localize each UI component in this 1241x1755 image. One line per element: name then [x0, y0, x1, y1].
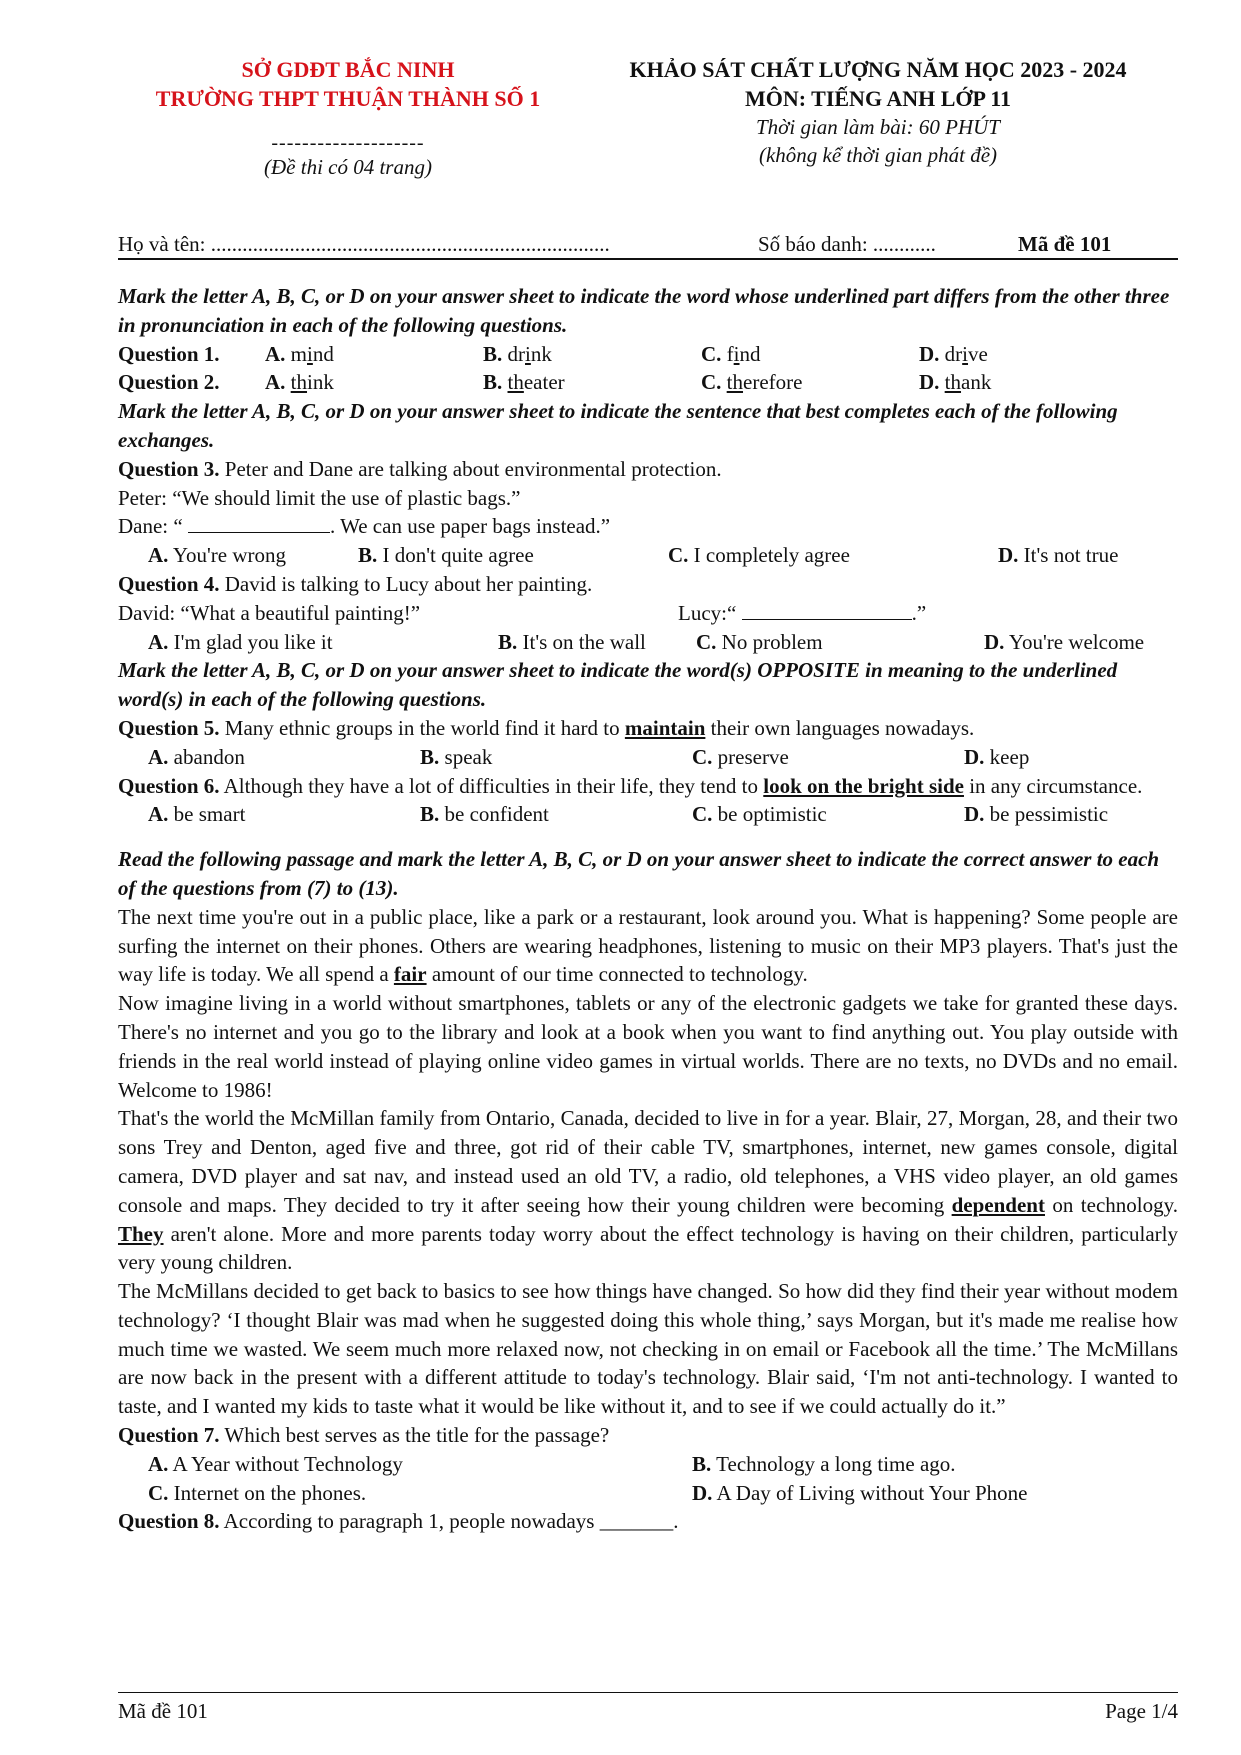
question-label: Question 1. [118, 341, 220, 366]
options-row [118, 800, 1178, 829]
option-c: C. therefore [701, 370, 803, 395]
question-1 [118, 340, 1178, 369]
option-b: B. Technology a long time ago. [692, 1451, 956, 1476]
underlined-word: fair [393, 962, 427, 987]
option-a: A. You're wrong [148, 543, 286, 568]
question-7: Question 7. Which best serves as the title for the passage? A. A Year without Technology B. Technology a long time ago. C. Internet on the phones. D. A Day of Living without Your Phone [118, 1421, 1178, 1507]
exam-header [118, 55, 1178, 215]
options-row [118, 541, 1178, 570]
option-b: B. drink [483, 341, 552, 366]
option-d: D. be pessimistic [964, 802, 1109, 827]
option-d: D. A Day of Living without Your Phone [692, 1480, 1028, 1505]
option-b: B. I don't quite agree [358, 543, 534, 568]
options-row [118, 628, 1178, 657]
option-a: A. think [265, 370, 334, 395]
option-d: D. You're welcome [984, 629, 1145, 654]
pages-note: (Đề thi có 04 trang) [264, 155, 432, 179]
question-label: Question 4. [118, 571, 220, 596]
option-b: B. be confident [420, 802, 549, 827]
option-a: A. I'm glad you like it [148, 629, 333, 654]
question-stem: Peter and Dane are talking about environmental protection. [219, 456, 722, 481]
option-a: A. abandon [148, 744, 245, 769]
options-row [118, 743, 1178, 772]
question-label: Question 5. [118, 715, 220, 740]
instruction-pronunciation: Mark the letter A, B, C, or D on your answer sheet to indicate the word whose underlined part differs from the other three in pronunciation in each of the following questions. [118, 284, 1170, 337]
exam-title-block [578, 55, 1178, 169]
option-a: A. mind [265, 341, 334, 366]
question-label: Question 6. [118, 773, 220, 798]
department-name: SỞ GDĐT BẮC NINH [241, 57, 455, 82]
options-row [118, 1479, 1178, 1508]
answer-blank [188, 514, 330, 533]
subject: MÔN: TIẾNG ANH LỚP 11 [744, 86, 1012, 111]
option-c: C. Internet on the phones. [148, 1480, 367, 1505]
dialogue-line: David: “What a beautiful painting!” Lucy:“ .” [118, 600, 927, 625]
name-field: Họ và tên: ............................................................................ [118, 232, 610, 256]
exam-content [118, 282, 1178, 1536]
page-number: Page 1/4 [1105, 1699, 1178, 1723]
question-label: Question 7. [118, 1423, 220, 1448]
exam-code: Mã đề 101 [1018, 232, 1112, 256]
option-b: B. speak [420, 744, 493, 769]
school-name: TRƯỜNG THPT THUẬN THÀNH SỐ 1 [155, 86, 541, 111]
underlined-word: They [118, 1221, 164, 1246]
option-c: C. be optimistic [692, 802, 827, 827]
page-footer [118, 1692, 1178, 1723]
underlined-word: maintain [624, 715, 706, 740]
passage-paragraph-2: Now imagine living in a world without smartphones, tablets or any of the electronic gadgets we take for granted these days. There's no internet and you go to the library and look at a book when you want to find anything out. You play outside with friends in the real world instead of playing online video games in virtual worlds. There are no texts, no DVDs and no email. Welcome to 1986! [118, 991, 1178, 1102]
option-a: A. be smart [148, 802, 246, 827]
time-note: (không kể thời gian phát đề) [758, 143, 998, 167]
underlined-word: dependent [951, 1192, 1045, 1217]
question-6: Question 6. Although they have a lot of difficulties in their life, they tend to look on the bright side in any circumstance. A. be smart B. be confident C. be optimistic D. be pessimistic [118, 772, 1178, 830]
question-3 [118, 455, 1178, 570]
option-d: D. It's not true [998, 543, 1119, 568]
option-a: A. A Year without Technology [148, 1451, 403, 1476]
question-label: Question 2. [118, 370, 220, 395]
divider-dashes: -------------------- [271, 132, 425, 154]
instruction-opposite: Mark the letter A, B, C, or D on your answer sheet to indicate the word(s) OPPOSITE in meaning to the underlined word(s) in each of the following questions. [118, 658, 1118, 712]
question-label: Question 3. [118, 456, 220, 481]
passage-paragraph-1: The next time you're out in a public place, like a park or a restaurant, look around you. What is happening? Some people are surfing the internet on their phones. Others are wearing headphones, listening to music on their MP3 players. That's just the way life is today. We all spend a fair amount of our time connected to technology. [118, 904, 1178, 987]
time-limit: Thời gian làm bài: 60 PHÚT [756, 115, 1000, 139]
option-c: C. preserve [692, 744, 789, 769]
exam-title: KHẢO SÁT CHẤT LƯỢNG NĂM HỌC 2023 - 2024 [629, 57, 1127, 82]
option-d: D. keep [964, 744, 1030, 769]
option-c: C. No problem [696, 629, 823, 654]
instruction-exchanges: Mark the letter A, B, C, or D on your answer sheet to indicate the sentence that best completes each of the following exchanges. [118, 399, 1118, 452]
school-block [118, 55, 578, 181]
candidate-number-field: Số báo danh: ............ [758, 232, 936, 256]
question-8: Question 8. According to paragraph 1, people nowadays _______. [118, 1509, 679, 1534]
question-5: Question 5. Many ethnic groups in the world find it hard to maintain their own languages nowadays. A. abandon B. speak C. preserve D. keep [118, 714, 1178, 772]
option-c: C. I completely agree [668, 543, 850, 568]
answer-blank [742, 601, 912, 620]
option-b: B. It's on the wall [498, 629, 646, 654]
footer-exam-code: Mã đề 101 [118, 1699, 208, 1723]
instruction-reading: Read the following passage and mark the letter A, B, C, or D on your answer sheet to indicate the correct answer to each of the questions from (7) to (13). [118, 847, 1160, 900]
options-row [118, 1450, 1178, 1479]
exam-page [118, 55, 1178, 1536]
dialogue-line: Peter: “We should limit the use of plastic bags.” [118, 485, 521, 510]
dialogue-line: Dane: “ . We can use paper bags instead.” [118, 514, 611, 539]
passage-paragraph-3: That's the world the McMillan family from Ontario, Canada, decided to live in for a year. Blair, 27, Morgan, 28, and their two sons Trey and Denton, aged five and three, got rid of their cable TV, smartphones, internet, new games console, digital camera, DVD player and sat nav, and instead used an old TV, a radio, old telephones, a VHS video player, an old games console and maps. They decided to try it after seeing how their young children were becoming dependent on technology. They aren't alone. More and more parents today worry about the effect technology is having on their children, particularly very young children. [118, 1106, 1178, 1275]
question-stem: David is talking to Lucy about her painting. [219, 571, 593, 596]
option-d: D. thank [919, 370, 992, 395]
passage-paragraph-4: The McMillans decided to get back to basics to see how things have changed. So how did they find their year without modem technology? ‘I thought Blair was mad when he suggested doing this whole thing,’ says Morgan, but it's made me realise how much time we wasted. We seem much more relaxed now, not checking in on email or Facebook all the time.’ The McMillans are now back in the present with a different attitude to today's technology. Blair said, ‘I'm not anti-technology. I wanted to taste, and I wanted my kids to taste what it would be like without it, and to see if we could actually do it.” [118, 1279, 1178, 1419]
underlined-phrase: look on the bright side [763, 773, 964, 798]
option-c: C. find [701, 341, 761, 366]
candidate-info-row [118, 230, 1178, 260]
option-b: B. theater [483, 370, 565, 395]
question-2 [118, 368, 1178, 397]
question-4 [118, 570, 1178, 656]
question-label: Question 8. [118, 1509, 220, 1534]
option-d: D. drive [919, 341, 988, 366]
answer-blank: _______ [599, 1509, 674, 1534]
